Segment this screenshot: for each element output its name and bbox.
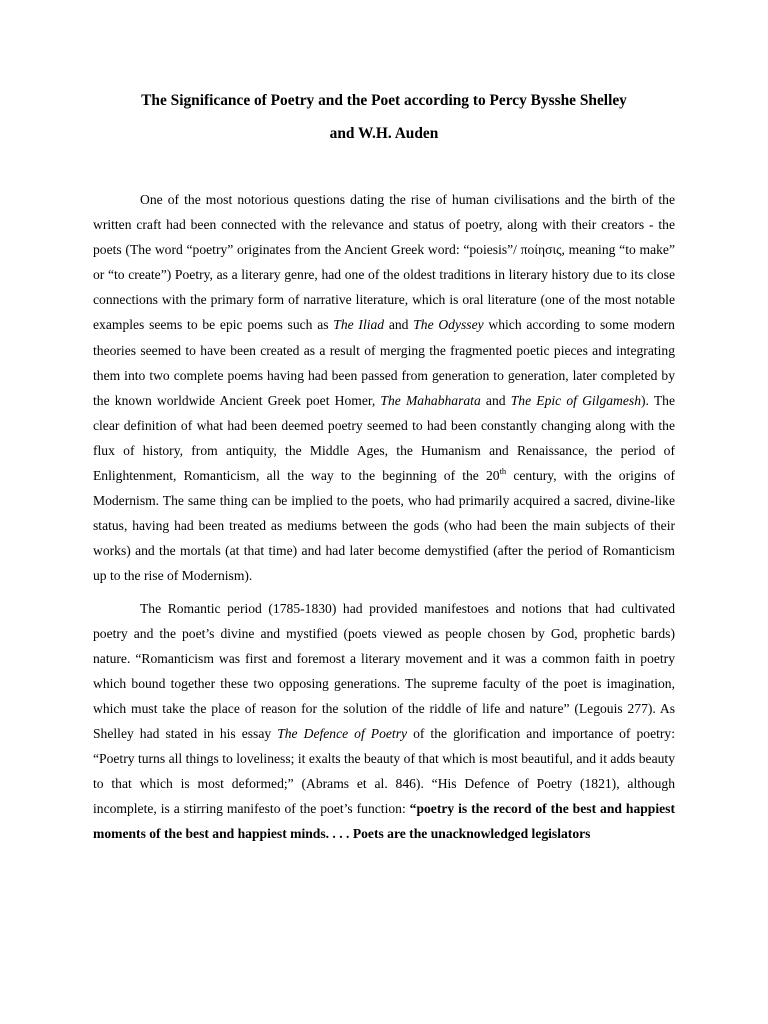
italic-text-run: The Epic of Gilgamesh <box>510 392 641 408</box>
text-run: ). The clear definition of what had been deemed poetry seemed to had been constantly changing along with the flux of history, from antiquity, the Middle Ages, the Humanism and Renaissance, the period of Enlightenment, Romanticism, all the way to the beginning of the 20 <box>93 392 675 484</box>
document-title-line-2: and W.H. Auden <box>329 125 439 142</box>
paragraph-1 <box>93 187 675 589</box>
document-body <box>93 187 675 846</box>
text-run: One of the most notorious questions dating the rise of human civilisations and the birth of the written craft had been connected with the relevance and status of poetry, along with their creators - the poets (The word “poetry” originates from the Ancient Greek word: “poiesis”/ ποίησις, meaning “to make” or “to create”) Poetry, as a literary genre, had one of the oldest traditions in literary history due to its close connections with the primary form of narrative literature, which is oral literature (one of the most notable examples seems to be epic poems such as <box>93 192 675 333</box>
text-run: which according to some modern theories seemed to have been created as a result of merging the fragmented poetic pieces and integrating them into two complete poems having had been passed from generation to generation, later completed by the known worldwide Ancient Greek poet Homer, <box>93 317 675 408</box>
bold-text-run: “poetry is the record of the best and happiest moments of the best and happiest minds. . . . Poets are the unacknowledged legislators <box>93 801 675 842</box>
document-title <box>80 84 688 150</box>
italic-text-run: The Defence of Poetry <box>277 725 408 741</box>
italic-text-run: The Mahabharata <box>380 392 481 408</box>
document-title-line-1: The Significance of Poetry and the Poet according to Percy Bysshe Shelley <box>141 92 627 109</box>
sup-text-run: th <box>499 466 507 477</box>
text-run: and <box>384 317 414 333</box>
text-run: century, with the origins of Modernism. The same thing can be implied to the poets, who had primarily acquired a sacred, divine-like status, having had been treated as mediums between the gods (who had been the main subjects of their works) and the mortals (at that time) and had later become demystified (after the period of Romanticism up to the rise of Modernism). <box>93 468 675 584</box>
text-run: and <box>480 392 511 408</box>
paragraph-2 <box>93 596 675 847</box>
text-run: The Romantic period (1785-1830) had provided manifestoes and notions that had cultivated poetry and the poet’s divine and mystified (poets viewed as people chosen by God, prophetic bards) nature. “Romanticism was first and foremost a literary movement and it was a common faith in poetry which bound together these two opposing generations. The supreme faculty of the poet is imagination, which must take the place of reason for the solution of the riddle of life and nature” (Legouis 277). As Shelley had stated in his essay <box>93 600 675 741</box>
italic-text-run: The Odyssey <box>413 317 484 333</box>
text-run: of the glorification and importance of poetry: “Poetry turns all things to loveliness; it exalts the beauty of that which is most beautiful, and it adds beauty to that which is most deformed;” (Abrams et al. 846). “His Defence of Poetry (1821), although incomplete, is a stirring manifesto of the poet’s function: <box>93 725 675 817</box>
italic-text-run: The Iliad <box>333 317 385 333</box>
